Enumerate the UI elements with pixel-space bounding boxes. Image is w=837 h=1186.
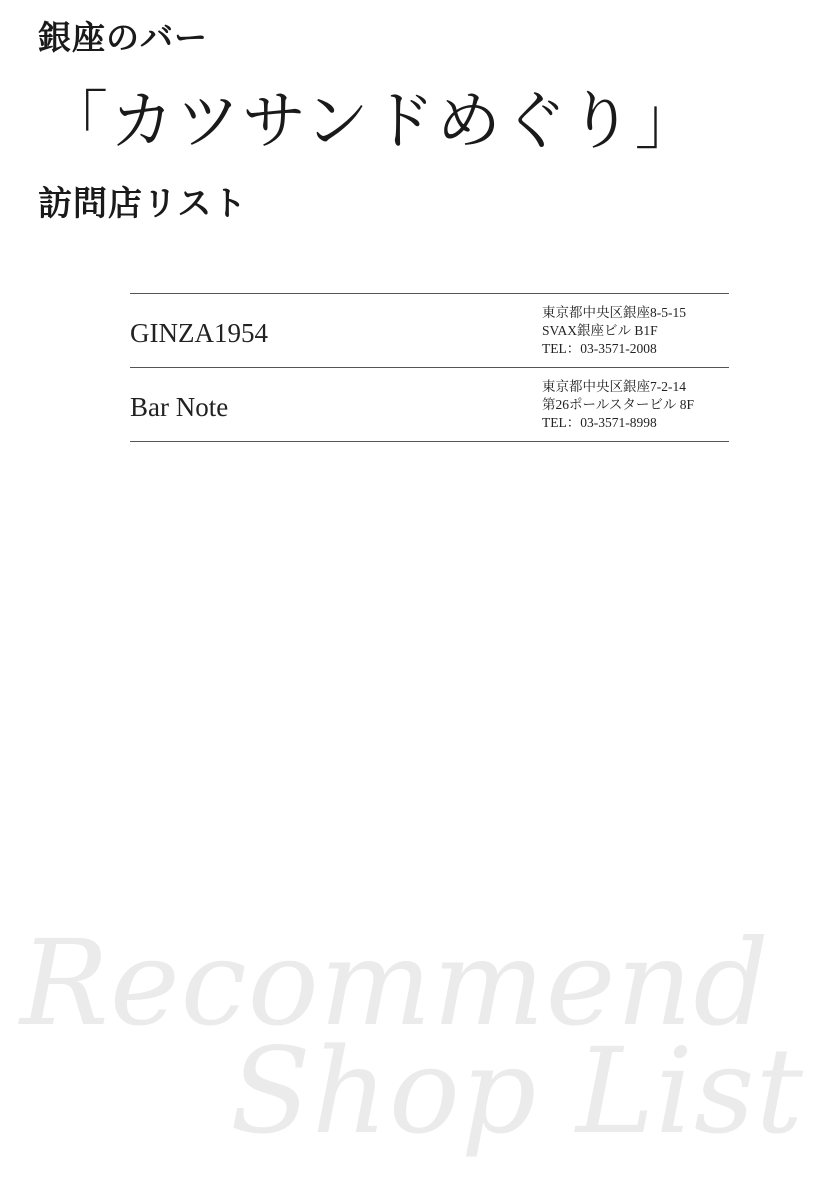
shop-address-line2: 第26ポールスタービル 8F [542,397,694,412]
list-heading: 訪問店リスト [38,184,248,224]
shop-list [130,293,729,442]
shop-name: GINZA1954 [130,318,268,348]
shop-tel: TEL：03-3571-2008 [542,341,657,356]
shop-address-line2: SVAX銀座ビル B1F [542,323,658,338]
watermark [0,900,837,1186]
shop-name: Bar Note [130,392,229,422]
page-title: 「カツサンドめぐり」 [44,85,701,159]
shop-info [542,304,686,358]
shop-info [542,378,694,432]
watermark-line2: Shop List [230,1022,804,1160]
shop-tel: TEL：03-3571-8998 [542,415,657,430]
shop-address-line1: 東京都中央区銀座8-5-15 [542,305,686,320]
shop-row [130,368,729,442]
page-subtitle: 銀座のバー [38,18,208,57]
shop-address-line1: 東京都中央区銀座7-2-14 [542,379,686,394]
watermark-line1: Recommend [20,914,770,1052]
shop-row [130,294,729,368]
